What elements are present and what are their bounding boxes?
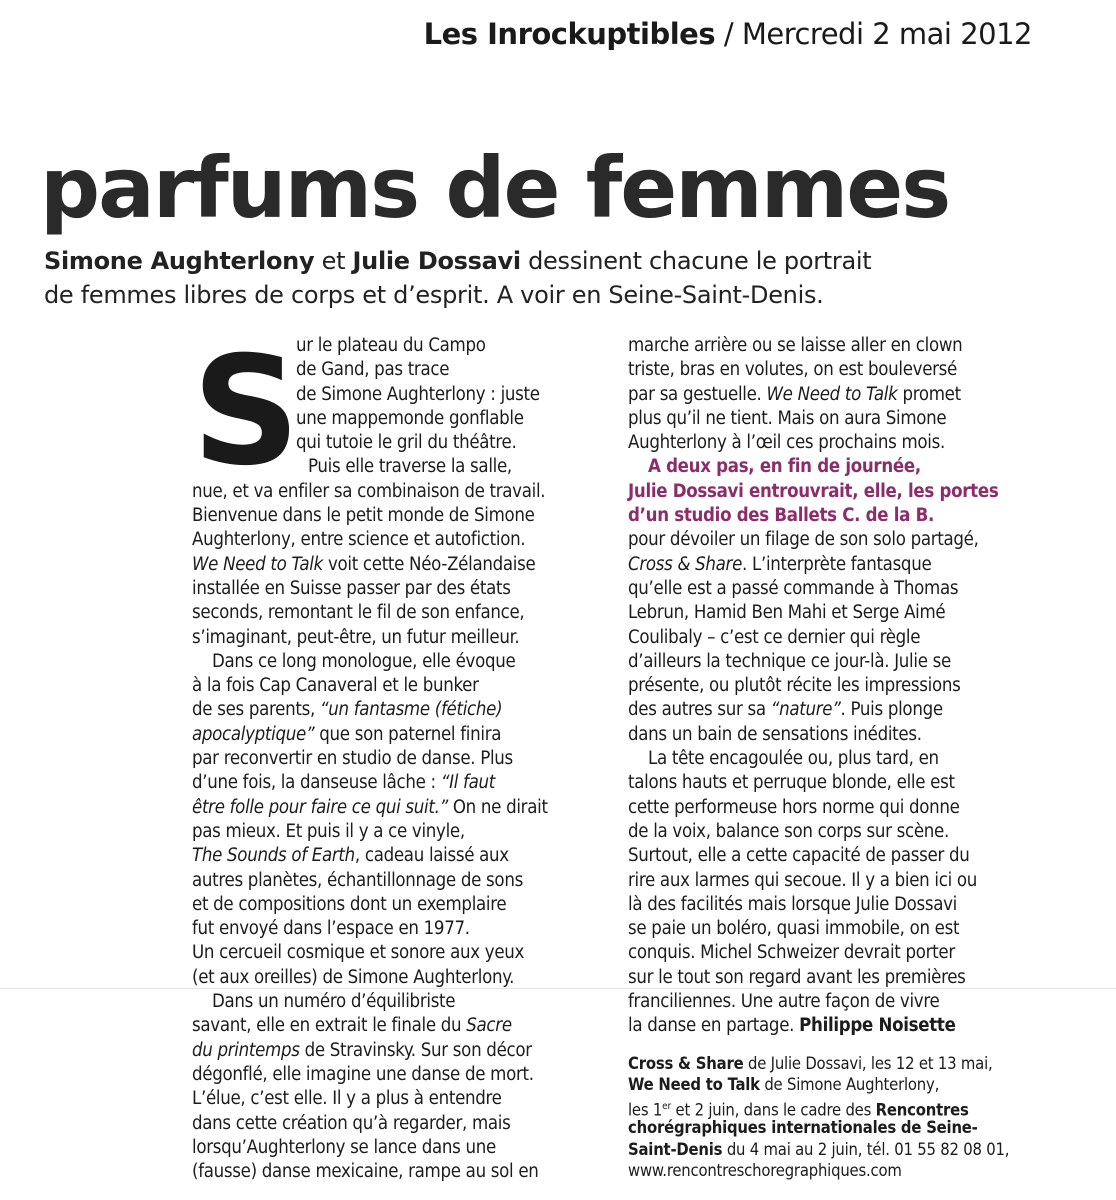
event-info-box	[628, 1053, 1038, 1182]
text-line: savant, elle en extrait le finale du Sacre	[192, 1015, 512, 1037]
text-line: d’une fois, la danseuse lâche : “Il faut	[192, 772, 495, 794]
text-line: du printemps de Stravinsky. Sur son décor	[192, 1039, 532, 1061]
info-line: We Need to Talk de Simone Aughterlony,	[628, 1075, 940, 1095]
author-signature: Philippe Noisette	[799, 1015, 956, 1037]
text-line: lorsqu’Aughterlony se lance dans une	[192, 1136, 496, 1158]
text-line: Aughterlony, entre science et autofiction.	[192, 529, 526, 551]
text-line: fut envoyé dans l’espace en 1977.	[192, 918, 470, 940]
text-line: We Need to Talk voit cette Néo-Zélandaise	[192, 553, 536, 575]
publication-name: Les Inrockuptibles	[423, 17, 716, 51]
publication-date: Mercredi 2 mai 2012	[741, 17, 1032, 51]
text-line: Coulibaly – c’est ce dernier qui règle	[628, 626, 921, 648]
text-line: Un cercueil cosmique et sonore aux yeux	[192, 942, 525, 964]
text-line: Dans un numéro d’équilibriste	[212, 991, 456, 1013]
deck-line-1: Simone Aughterlony et Julie Dossavi dessinent chacune le portrait	[44, 247, 872, 275]
text-line: conquis. Michel Schweizer devrait porter	[628, 942, 955, 964]
text-line: qu’elle est a passé commande à Thomas	[628, 577, 959, 599]
text-line: (fausse) danse mexicaine, rampe au sol en	[192, 1161, 539, 1183]
text-line: être folle pour faire ce qui suit.” On ne dirait	[192, 796, 548, 818]
text-line: nue, et va enfiler sa combinaison de travail.	[192, 480, 546, 502]
text-line: de ses parents, “un fantasme (fétiche)	[192, 699, 503, 721]
text-line: L’élue, c’est elle. Il y a plus à entendre	[192, 1088, 502, 1110]
text-line: à la fois Cap Canaveral et le bunker	[192, 675, 479, 697]
text-line: pas mieux. Et puis il y a ce vinyle,	[192, 820, 465, 842]
text-line: d’ailleurs la technique ce jour-là. Julie se	[628, 650, 951, 672]
drop-cap: S	[192, 325, 301, 499]
highlight-line: Julie Dossavi entrouvrait, elle, les portes	[628, 480, 999, 502]
text-line: triste, bras en volutes, on est bouleversé	[628, 359, 957, 381]
article-column-1	[192, 325, 590, 1184]
info-line: chorégraphiques internationales de Seine-	[628, 1118, 978, 1138]
text-line: de la voix, balance son corps sur scène.	[628, 820, 949, 842]
text-line: pour dévoiler un filage de son solo partagé,	[628, 529, 979, 551]
text-line: rire aux larmes qui secoue. Il y a bien ici ou	[628, 869, 978, 891]
highlight-line: A deux pas, en fin de journée,	[648, 456, 921, 478]
text-line: marche arrière ou se laisse aller en clown	[628, 335, 963, 356]
text-line: Cross & Share. L’interprète fantasque	[628, 553, 932, 575]
text-line: par reconvertir en studio de danse. Plus	[192, 748, 513, 770]
text-line: une mappemonde gonflable	[296, 407, 524, 429]
info-line: les 1er et 2 juin, dans le cadre des Rencontres	[628, 1100, 969, 1120]
text-line: installée en Suisse passer par des états	[192, 577, 511, 599]
text-line: se paie un boléro, quasi immobile, on est	[628, 918, 960, 940]
text-line: Bienvenue dans le petit monde de Simone	[192, 505, 535, 527]
masthead	[0, 14, 1032, 54]
text-line: dégonflé, elle imagine une danse de mort.	[192, 1063, 534, 1085]
text-line: (et aux oreilles) de Simone Aughterlony.	[192, 966, 515, 988]
deck-name-2: Julie Dossavi	[352, 247, 521, 275]
masthead-separator: /	[715, 17, 742, 51]
text-line: dans un bain de sensations inédites.	[628, 723, 922, 745]
text-line: la danse en partage. Philippe Noisette	[628, 1015, 956, 1037]
text-line: La tête encagoulée ou, plus tard, en	[648, 748, 939, 770]
text-line: franciliennes. Une autre façon de vivre	[628, 991, 940, 1013]
text-line: apocalyptique” que son paternel finira	[192, 723, 502, 745]
text-line: plus qu’il ne tient. Mais on aura Simone	[628, 407, 947, 429]
text-line: Puis elle traverse la salle,	[308, 456, 512, 478]
text-line: cette performeuse hors norme qui donne	[628, 796, 960, 818]
text-line: qui tutoie le gril du théâtre.	[296, 432, 517, 454]
text-line: présente, ou plutôt récite les impressions	[628, 675, 961, 697]
text-line: dans cette création qu’à regarder, mais	[192, 1112, 511, 1134]
info-line: Cross & Share de Julie Dossavi, les 12 et 13 mai,	[628, 1053, 993, 1073]
text-line: là des facilités mais lorsque Julie Dossavi	[628, 893, 957, 915]
deck-name-1: Simone Aughterlony	[44, 247, 315, 275]
scan-fold-line	[0, 988, 1116, 989]
text-line: autres planètes, échantillonnage de sons	[192, 869, 523, 891]
highlight-line: d’un studio des Ballets C. de la B.	[628, 505, 935, 527]
article-column-2	[628, 334, 1038, 1182]
text-line: talons hauts et perruque blonde, elle est	[628, 772, 955, 794]
text-line: seconds, remontant le fil de son enfance,	[192, 602, 525, 624]
text-line: de Gand, pas trace	[296, 359, 450, 381]
info-line: Saint-Denis du 4 mai au 2 juin, tél. 01 55 82 08 01,	[628, 1139, 1010, 1159]
text-line: par sa gestuelle. We Need to Talk promet	[628, 383, 961, 405]
text-line: Dans ce long monologue, elle évoque	[212, 650, 516, 672]
text-line: The Sounds of Earth, cadeau laissé aux	[192, 845, 509, 867]
text-line: ur le plateau du Campo	[296, 335, 486, 356]
text-line: des autres sur sa “nature”. Puis plonge	[628, 699, 943, 721]
text-line: Surtout, elle a cette capacité de passer du	[628, 845, 970, 867]
text-line: sur le tout son regard avant les premières	[628, 966, 966, 988]
article-headline: parfums de femmes	[40, 139, 950, 237]
text-line: et de compositions dont un exemplaire	[192, 893, 507, 915]
deck-line-2: de femmes libres de corps et d’esprit. A voir en Seine-Saint-Denis.	[44, 281, 824, 309]
article-deck	[44, 244, 871, 312]
text-line: s’imaginant, peut-être, un futur meilleur.	[192, 626, 520, 648]
text-line: de Simone Aughterlony : juste	[296, 383, 540, 405]
website-link[interactable]: www.rencontreschoregraphiques.com	[628, 1161, 902, 1181]
text-line: Lebrun, Hamid Ben Mahi et Serge Aimé	[628, 602, 946, 624]
text-line: Aughterlony à l’œil ces prochains mois.	[628, 432, 945, 454]
